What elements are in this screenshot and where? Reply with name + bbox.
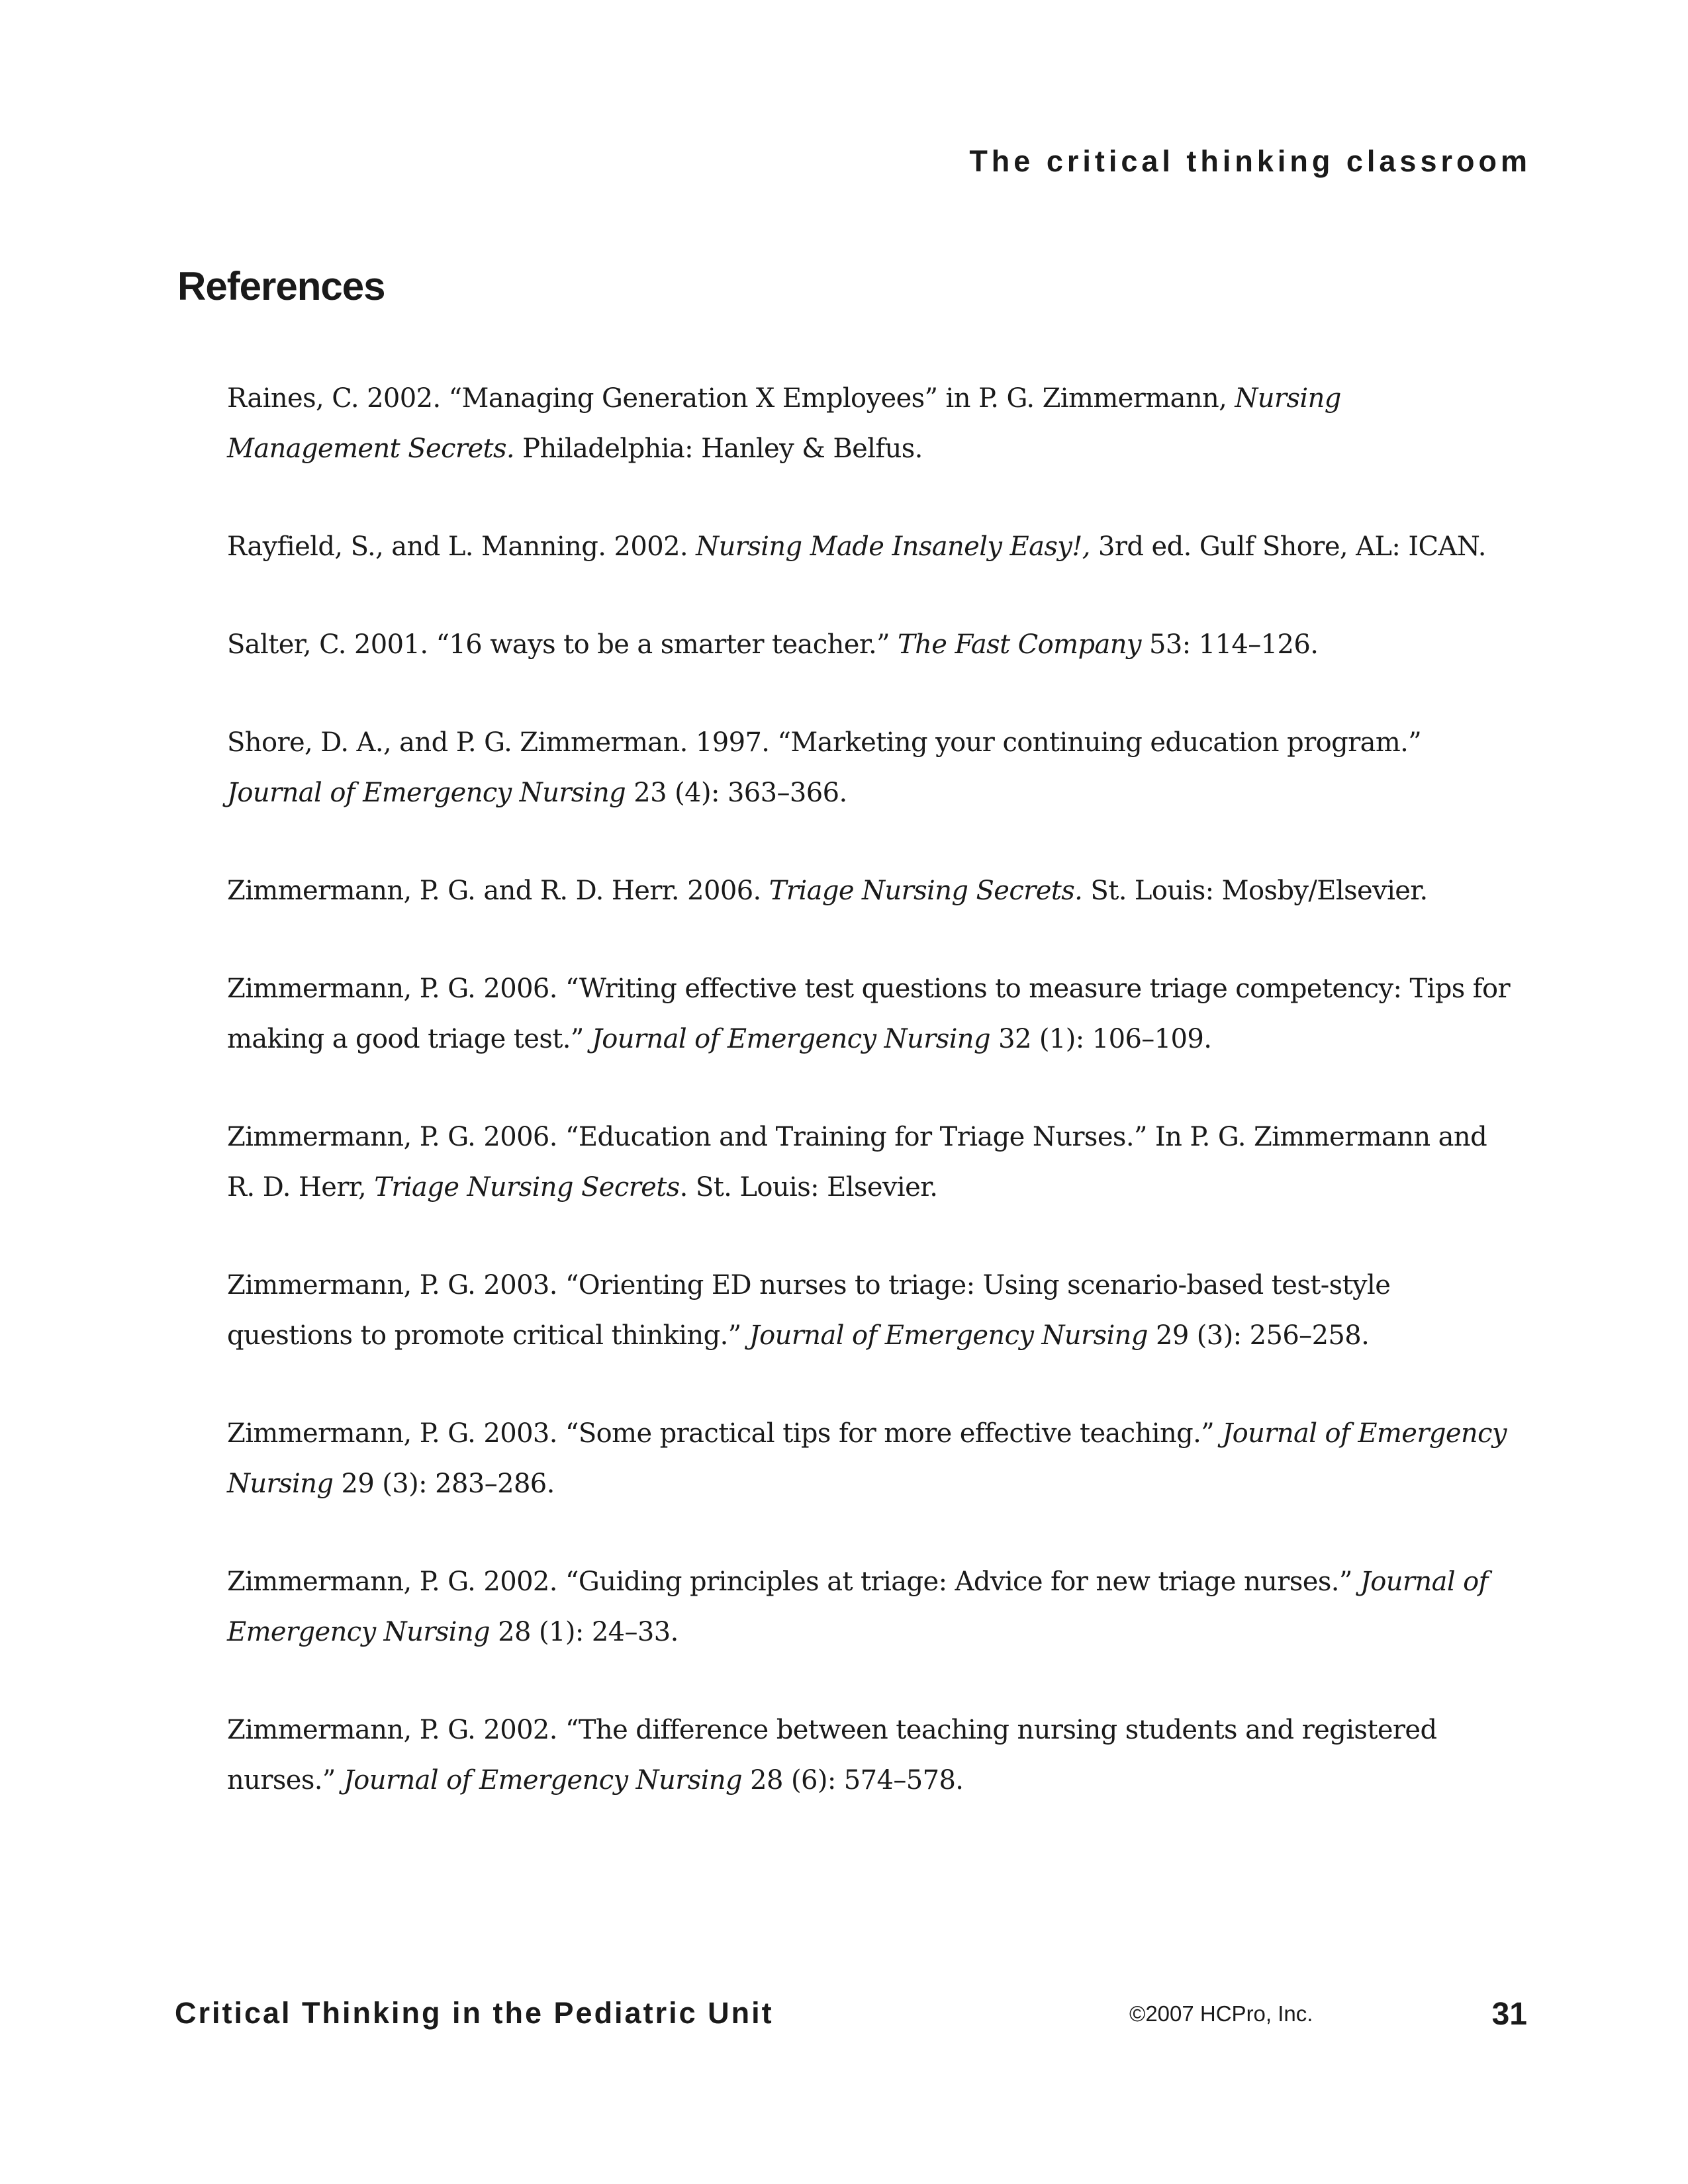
reference-italic-segment: Journal of Emergency Nursing bbox=[227, 778, 626, 808]
reference-segment: . St. Louis: Elsevier. bbox=[679, 1172, 938, 1203]
reference-segment: Zimmermann, P. G. 2003. “Orienting ED nurses to triage: Using scenario-based test-style questions to promote critical thinking.” bbox=[227, 1270, 1391, 1351]
reference-item bbox=[227, 1705, 1518, 1805]
reference-italic-segment: Journal of Emergency Nursing bbox=[227, 1418, 1507, 1499]
reference-segment: Zimmermann, P. G. 2006. “Writing effective test questions to measure triage competency: Tips for making a good triage test.” bbox=[227, 974, 1510, 1054]
reference-item bbox=[227, 1112, 1518, 1212]
reference-segment: Zimmermann, P. G. 2006. “Education and Training for Triage Nurses.” In P. G. Zimmermann and R. D. Herr, bbox=[227, 1122, 1487, 1203]
reference-italic-segment: The Fast Company bbox=[898, 629, 1141, 660]
footer-book-title: Critical Thinking in the Pediatric Unit bbox=[175, 1996, 774, 2030]
reference-segment: St. Louis: Mosby/Elsevier. bbox=[1082, 876, 1428, 906]
reference-item bbox=[227, 866, 1518, 916]
reference-segment: Rayfield, S., and L. Manning. 2002. bbox=[227, 531, 696, 562]
reference-italic-segment: Journal of Emergency Nursing bbox=[227, 1567, 1488, 1647]
reference-segment: Zimmermann, P. G. and R. D. Herr. 2006. bbox=[227, 876, 769, 906]
reference-item bbox=[227, 373, 1518, 474]
footer-copyright: ©2007 HCPro, Inc. bbox=[1129, 2001, 1313, 2026]
reference-segment: 53: 114–126. bbox=[1141, 629, 1319, 660]
reference-item bbox=[227, 717, 1518, 818]
reference-item bbox=[227, 1408, 1518, 1509]
reference-italic-segment: Triage Nursing Secrets. bbox=[769, 876, 1083, 906]
reference-segment: Raines, C. 2002. “Managing Generation X Employees” in P. G. Zimmermann, bbox=[227, 383, 1235, 414]
reference-item bbox=[227, 1260, 1518, 1361]
reference-item bbox=[227, 1557, 1518, 1657]
section-title: References bbox=[177, 264, 385, 308]
reference-segment: 29 (3): 283–286. bbox=[333, 1469, 555, 1499]
reference-item bbox=[227, 522, 1518, 572]
reference-italic-segment: Nursing Made Insanely Easy!, bbox=[696, 531, 1090, 562]
reference-segment: 32 (1): 106–109. bbox=[990, 1024, 1212, 1054]
reference-italic-segment: Nursing Management Secrets. bbox=[227, 383, 1341, 464]
reference-italic-segment: Journal of Emergency Nursing bbox=[749, 1320, 1148, 1351]
reference-segment: 3rd ed. Gulf Shore, AL: ICAN. bbox=[1090, 531, 1486, 562]
reference-item bbox=[227, 619, 1518, 670]
reference-item bbox=[227, 964, 1518, 1064]
reference-segment: 23 (4): 363–366. bbox=[626, 778, 847, 808]
reference-italic-segment: Journal of Emergency Nursing bbox=[343, 1765, 743, 1796]
reference-segment: Zimmermann, P. G. 2002. “The difference between teaching nursing students and registered nurses.” bbox=[227, 1715, 1437, 1796]
reference-italic-segment: Triage Nursing Secrets bbox=[374, 1172, 680, 1203]
reference-segment: Zimmermann, P. G. 2003. “Some practical tips for more effective teaching.” bbox=[227, 1418, 1223, 1449]
reference-segment: Shore, D. A., and P. G. Zimmerman. 1997. “Marketing your continuing education program.” bbox=[227, 727, 1422, 758]
running-head: The critical thinking classroom bbox=[969, 144, 1531, 178]
reference-segment: 28 (6): 574–578. bbox=[742, 1765, 964, 1796]
reference-segment: Zimmermann, P. G. 2002. “Guiding principles at triage: Advice for new triage nurses.” bbox=[227, 1567, 1360, 1597]
reference-segment: Philadelphia: Hanley & Belfus. bbox=[514, 433, 923, 464]
reference-list bbox=[227, 373, 1518, 1853]
reference-italic-segment: Journal of Emergency Nursing bbox=[591, 1024, 990, 1054]
reference-segment: 28 (1): 24–33. bbox=[490, 1617, 679, 1647]
page-number: 31 bbox=[1491, 1997, 1527, 2032]
reference-segment: 29 (3): 256–258. bbox=[1147, 1320, 1370, 1351]
reference-segment: Salter, C. 2001. “16 ways to be a smarter teacher.” bbox=[227, 629, 898, 660]
